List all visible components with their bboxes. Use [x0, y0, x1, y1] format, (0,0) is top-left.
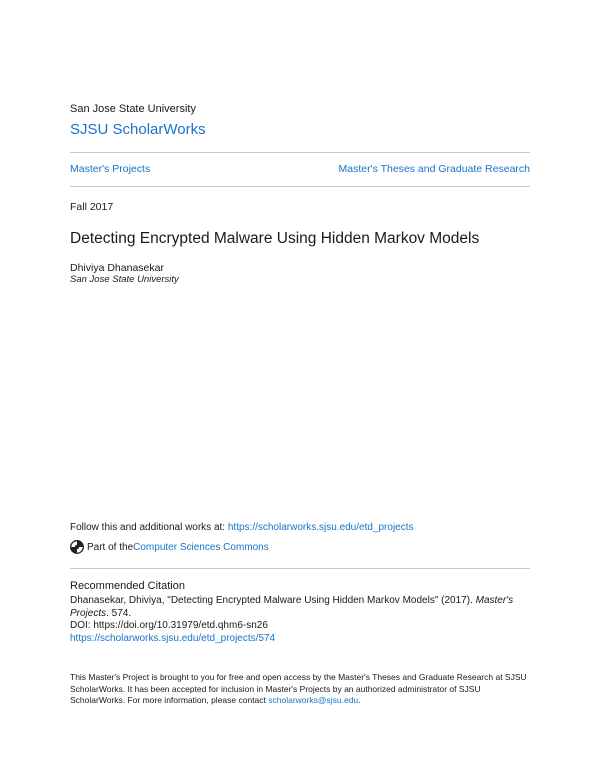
- institution-name: San Jose State University: [70, 103, 196, 115]
- part-of-line: [70, 540, 269, 554]
- citation-url-link[interactable]: https://scholarworks.sjsu.edu/etd_projects/574: [70, 632, 276, 644]
- citation-doi: DOI: https://doi.org/10.31979/etd.qhm6-sn26: [70, 620, 268, 631]
- follow-line: [70, 522, 414, 533]
- footer-notice: [70, 672, 530, 707]
- citation-heading: Recommended Citation: [70, 580, 185, 592]
- author-affiliation: San Jose State University: [70, 274, 179, 285]
- divider: [70, 152, 530, 153]
- follow-prefix: Follow this and additional works at:: [70, 522, 228, 533]
- follow-url-link[interactable]: https://scholarworks.sjsu.edu/etd_projects: [227, 522, 414, 533]
- divider: [70, 568, 530, 569]
- citation-body: Dhanasekar, Dhiviya, "Detecting Encrypted Malware Using Hidden Markov Models" (2017).: [70, 595, 476, 606]
- masters-projects-link[interactable]: Master's Projects: [70, 163, 151, 175]
- footer-text: This Master's Project is brought to you for free and open access by the Master's Theses and Graduate Research at SJSU ScholarWorks. It has been accepted for inclusion in Master's Projects by an authorized administrator of SJSU ScholarWorks. For more information, please contact: [70, 672, 527, 705]
- document-title: Detecting Encrypted Malware Using Hidden Markov Models: [70, 230, 480, 247]
- citation-block: [70, 595, 530, 645]
- citation-number: . 574.: [106, 607, 132, 619]
- footer-end: .: [358, 695, 361, 705]
- author-name[interactable]: Dhiviya Dhanasekar: [70, 262, 164, 274]
- cover-page: [70, 0, 530, 776]
- divider: [70, 186, 530, 187]
- computer-sciences-commons-link[interactable]: Computer Sciences Commons: [133, 541, 269, 553]
- part-of-prefix: Part of the: [87, 541, 134, 553]
- network-icon: [70, 540, 84, 554]
- theses-research-link[interactable]: Master's Theses and Graduate Research: [338, 163, 530, 175]
- citation-series: Master's Projects: [70, 595, 514, 619]
- publication-date: Fall 2017: [70, 201, 114, 213]
- repository-link[interactable]: SJSU ScholarWorks: [70, 121, 206, 138]
- contact-email-link[interactable]: scholarworks@sjsu.edu: [268, 695, 359, 705]
- citation-text: [70, 595, 530, 620]
